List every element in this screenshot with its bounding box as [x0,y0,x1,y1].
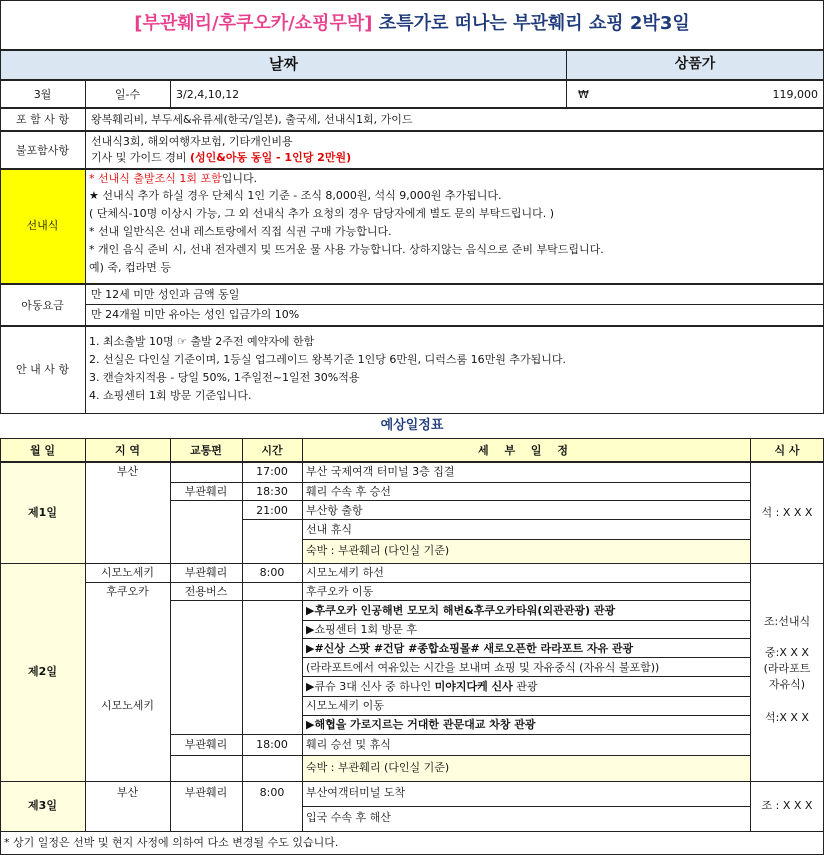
row-6-transport: 전용버스 [184,585,228,598]
row-16-region: 부산 [116,786,139,799]
day3-meal: 조 : X X X [761,799,813,812]
col-meal: 식 사 [774,444,800,457]
row-16-transport: 부관훼리 [184,786,228,799]
date-header: 날짜 [269,55,298,73]
child-line2: 만 24개월 미만 유아는 성인 입금가의 10% [91,308,300,321]
row-17-detail: 입국 수속 후 해산 [306,811,391,824]
child-label: 아동요금 [21,299,64,312]
meal-line-0 [89,171,257,186]
schedule-title: 예상일정표 [380,418,444,433]
row-1-transport: 부관훼리 [184,485,228,498]
child-line1: 만 12세 미만 성인과 금액 동일 [91,288,240,301]
exclude-line1: 선내식3회, 해외여행자보험, 기타개인비용 [91,135,293,148]
meal-line-3: * 선내 일반식은 선내 레스토랑에서 직접 식권 구매 가능합니다. [89,225,392,238]
notice-line-0: 1. 최소출발 10명 ☞ 출발 2주전 예약자에 한함 [89,335,315,348]
price-header: 상품가 [674,56,716,72]
day2-label: 제2일 [28,665,57,678]
currency-symbol: ₩ [578,88,589,101]
day1-meal: 석 : X X X [761,506,813,519]
notice-label: 안 내 사 항 [16,363,69,376]
day1-label: 제1일 [28,506,57,519]
notice-line-1: 2. 선실은 다인실 기준이며, 1등실 업그레이드 왕복기준 1인당 6만원, 디럭스룸 16만원 추가됩니다. [89,353,566,366]
row-5-region: 시모노세키 [100,566,155,579]
meal-line-2: ( 단체식-10명 이상시 가능, 그 외 선내식 추가 요청의 경우 담당자에게 별도 문의 부탁드립니다. ) [89,207,555,220]
row-14-detail: 훼리 승선 및 휴식 [306,738,391,751]
row-0-detail: 부산 국제여객 터미널 3층 집결 [306,465,455,478]
row-12-region: 시모노세키 [100,699,155,712]
row-5-detail: 시모노세키 하선 [306,566,384,579]
row-4-detail: 숙박 : 부관훼리 (다인실 기준) [306,544,450,557]
day2-meal-2: (라라포트 [763,662,811,675]
row-15-detail: 숙박 : 부관훼리 (다인실 기준) [306,761,450,774]
row-0-region: 부산 [116,465,139,478]
row-5-time: 8:00 [259,566,285,579]
row-12-detail: 시모노세키 이동 [306,699,384,712]
include-label: 포 함 사 항 [16,113,69,126]
include-text: 왕복훼리비, 부두세&유류세(한국/일본), 출국세, 선내식1회, 가이드 [91,113,413,126]
exclude-line2 [91,150,351,165]
row-8-detail: ▶쇼핑센터 1회 방문 후 [306,623,417,636]
col-day: 월 일 [29,444,56,457]
row-7-detail: ▶후쿠오카 인공해변 모모치 해변&후쿠오카타워(외관관광) 관광 [306,604,616,617]
meal-line-4: * 개인 음식 준비 시, 선내 전자렌지 및 뜨거운 물 사용 가능합니다. 상하지않는 음식으로 준비 부탁드립니다. [89,243,604,256]
weekday-value: 일-수 [114,88,141,101]
col-detail: 세 부 일 정 [478,444,574,457]
row-9-detail: ▶#신상 스팟 #건담 #종합쇼핑몰# 새로오픈한 라라포트 자유 관광 [306,642,634,655]
meal-line-1: ★ 선내식 추가 하실 경우 단체식 1인 기준 - 조식 8,000원, 석식 9,000원 추가됩니다. [89,189,502,202]
meal-line-5: 예) 죽, 컵라면 등 [89,261,172,274]
exclude-guide-fee: (성인&아동 동일 - 1인당 2만원) [190,151,352,164]
row-1-time: 18:30 [256,485,288,498]
exclude-label: 불포함사항 [15,144,70,157]
meal-included-suffix: 입니다. [221,172,258,185]
day2-meal-0: 조:선내식 [763,615,811,628]
dates-value: 3/2,4,10,12 [176,88,240,101]
row-3-detail: 선내 휴식 [306,523,353,536]
row-2-detail: 부산항 출항 [306,504,363,517]
row-16-detail: 부산여객터미널 도착 [306,786,406,799]
row-10-detail: (라라포트에서 여유있는 시간을 보내며 쇼핑 및 자유중식 (자유식 불포함)) [306,661,660,674]
row-13-detail: ▶해협을 가로지르는 거대한 관문대교 차창 관광 [306,718,536,731]
row-11-suffix: 관광 [512,680,538,693]
month-value: 3월 [33,88,52,101]
row-11-shrine: 미야지다케 신사 [434,680,513,693]
page-title [0,0,824,50]
row-2-time: 21:00 [256,504,288,517]
row-11-detail [306,679,538,694]
title-main: 초특가로 떠나는 부관훼리 쇼핑 2박3일 [372,13,690,34]
notice-line-2: 3. 캔슬차지적용 - 당일 50%, 1주일전~1일전 30%적용 [89,371,360,384]
meal-included-note: * 선내식 출발조식 1회 포함 [89,172,222,185]
row-6-detail: 후쿠오카 이동 [306,585,374,598]
row-5-transport: 부관훼리 [184,566,228,579]
meal-label: 선내식 [26,219,59,232]
day3-label: 제3일 [28,799,57,812]
day2-meal-4: 석:X X X [765,711,809,724]
price-value: 119,000 [772,88,818,101]
row-11-prefix: ▶큐슈 3대 신사 중 하나인 [306,680,435,693]
exclude-line2-text: 기사 및 가이드 경비 [91,151,190,164]
row-1-detail: 훼리 수속 후 승선 [306,485,391,498]
day2-meal-3: 자유식) [768,678,806,691]
day2-meal-1: 중:X X X [765,646,809,659]
row-6-region: 후쿠오카 [106,585,149,598]
col-time: 시간 [261,444,283,457]
row-0-time: 17:00 [256,465,288,478]
notice-line-3: 4. 쇼핑센터 1회 방문 기준입니다. [89,389,252,402]
col-region: 지 역 [114,444,141,457]
row-16-time: 8:00 [259,786,285,799]
col-transport: 교통편 [190,444,222,457]
footer-note: * 상기 일정은 선박 및 현지 사정에 의하여 다소 변경될 수도 있습니다. [4,836,339,849]
row-14-transport: 부관훼리 [184,738,228,751]
title-bracket: [부관훼리/후쿠오카/쇼핑무박] [134,13,373,34]
row-14-time: 18:00 [256,738,288,751]
